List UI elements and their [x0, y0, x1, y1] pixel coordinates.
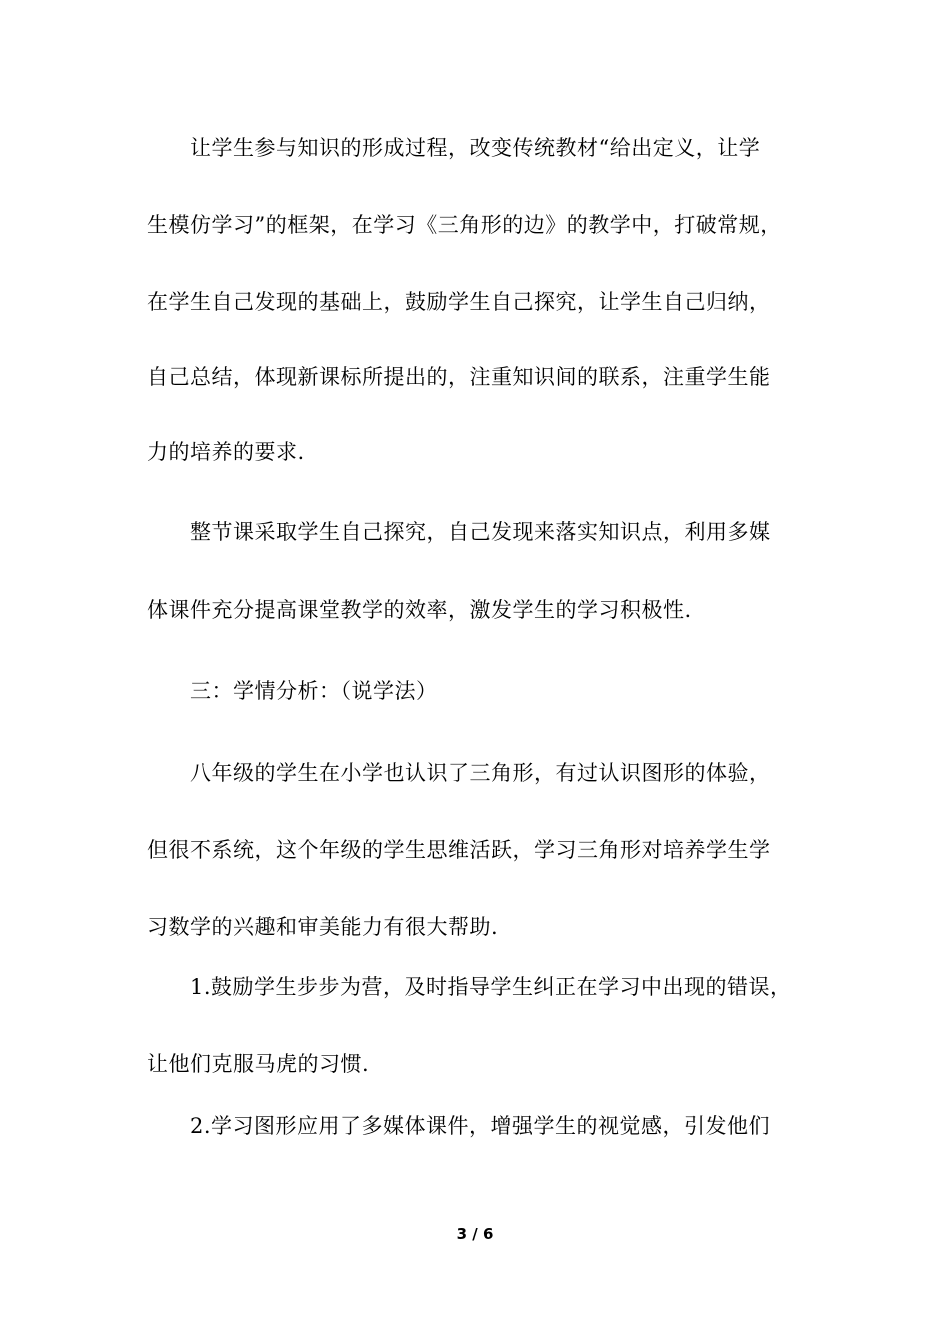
paragraph-3-line-3: 习数学的兴趣和审美能力有很大帮助.: [147, 915, 499, 939]
paragraph-2-line-2: 体课件充分提高课堂教学的效率，激发学生的学习积极性.: [147, 598, 692, 622]
section-heading: 三：学情分析：（说学法）: [190, 679, 438, 703]
list-item-2-line-1: 2.学习图形应用了多媒体课件，增强学生的视觉感，引发他们: [190, 1114, 771, 1138]
paragraph-1-line-5: 力的培养的要求.: [147, 440, 305, 464]
paragraph-2-line-1: 整节课采取学生自己探究，自己发现来落实知识点，利用多媒: [190, 520, 771, 544]
list-item-1-line-1: 1.鼓励学生步步为营，及时指导学生纠正在学习中出现的错误，: [190, 975, 792, 999]
paragraph-1-line-4: 自己总结，体现新课标所提出的，注重知识间的联系，注重学生能: [147, 365, 771, 389]
paragraph-1-line-3: 在学生自己发现的基础上，鼓励学生自己探究，让学生自己归纳，: [147, 290, 771, 314]
paragraph-1-line-2: 生模仿学习”的框架，在学习《三角形的边》的教学中，打破常规，: [147, 213, 782, 237]
paragraph-3-line-1: 八年级的学生在小学也认识了三角形，有过认识图形的体验，: [190, 761, 771, 785]
paragraph-1-line-1: 让学生参与知识的形成过程，改变传统教材“给出定义，让学: [190, 136, 761, 160]
list-item-1-line-2: 让他们克服马虎的习惯.: [147, 1052, 370, 1076]
paragraph-3-line-2: 但很不系统，这个年级的学生思维活跃，学习三角形对培养学生学: [147, 838, 771, 862]
page-number: 3 / 6: [456, 1225, 494, 1243]
